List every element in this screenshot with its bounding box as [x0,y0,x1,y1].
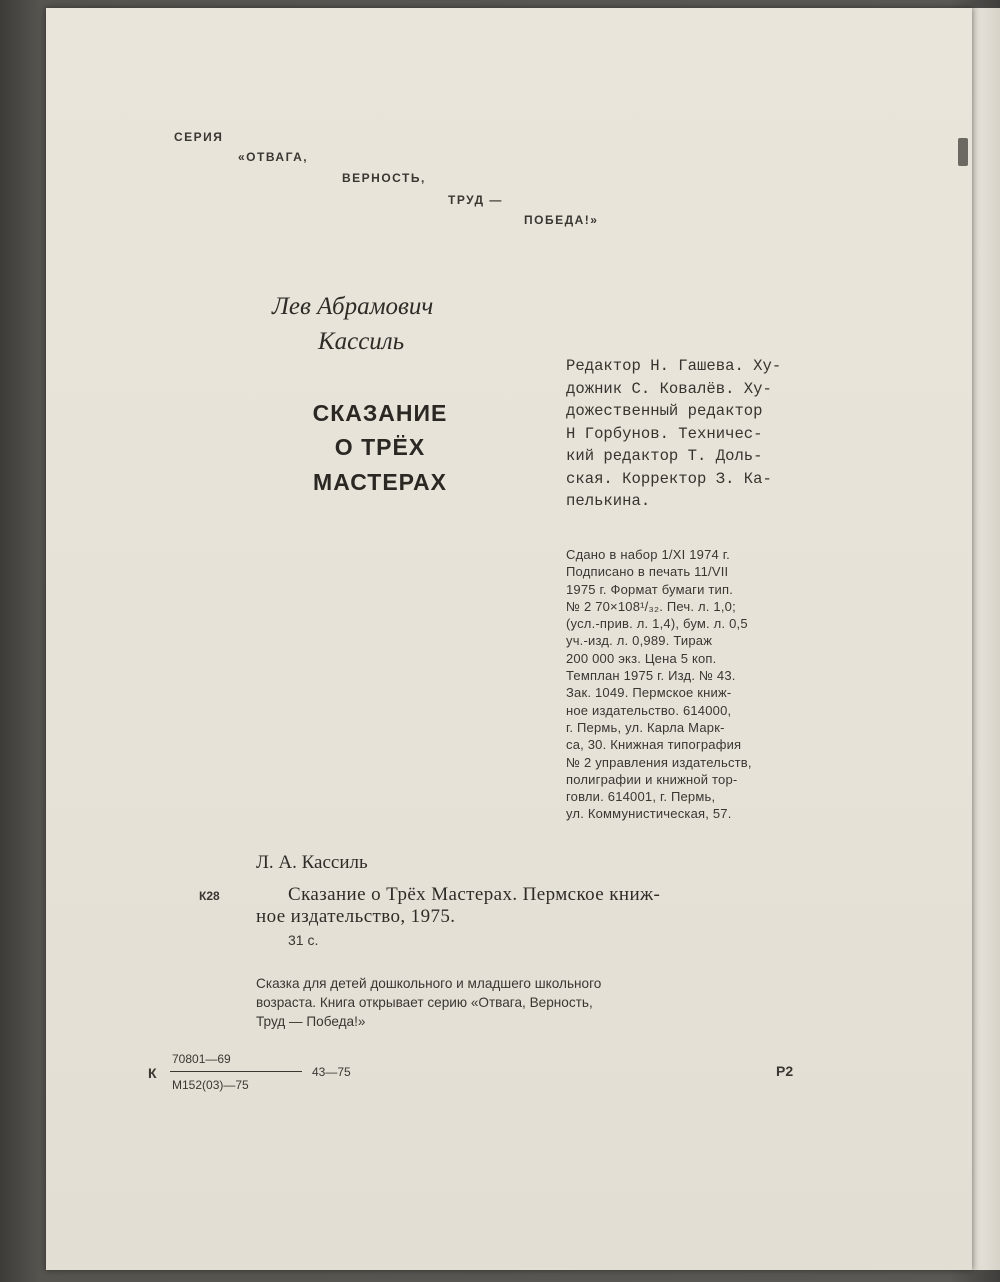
annotation-block [256,974,601,1031]
credits-block [566,355,781,513]
credits-line: ская. Корректор З. Ка- [566,469,772,488]
title-line: СКАЗАНИЕ [312,400,448,426]
credits-line: кий редактор Т. Доль- [566,447,763,465]
credits-line: пелькина. [566,492,651,510]
bib-line: ное издательство, 1975. [256,906,456,927]
imprint-line: ул. Коммунистическая, 57. [566,806,732,822]
imprint-line: полиграфии и книжной тор- [566,771,738,787]
imprint-line: № 2 70×108¹/₃₂. Печ. л. 1,0; [566,598,736,614]
author-name-last: Кассиль [318,328,405,355]
imprint-line: (усл.-прив. л. 1,4), бум. л. 0,5 [566,616,748,632]
imprint-line: № 2 управления издательств, [566,754,752,770]
imprint-line: ное издательство. 614000, [566,702,732,718]
imprint-block [566,546,752,823]
bib-index: К28 [199,889,220,903]
page-edge-mark [958,138,968,166]
credits-line: дожник С. Ковалёв. Ху- [566,379,772,398]
code-denominator: М152(03)—75 [172,1078,249,1092]
imprint-line: 200 000 экз. Цена 5 коп. [566,650,717,666]
code-category: Р2 [776,1063,794,1079]
series-line: ТРУД — [448,193,503,207]
imprint-line: 1975 г. Формат бумаги тип. [566,581,734,597]
bib-line: Сказание о Трёх Мастерах. Пермское книж- [288,884,661,905]
annotation-line: Труд — Победа!» [256,1014,366,1029]
annotation-line: возраста. Книга открывает серию «Отвага, Верность, [256,995,593,1010]
credits-line: Н Горбунов. Техничес- [566,424,763,443]
imprint-line: Зак. 1049. Пермское книж- [566,685,732,701]
imprint-line: Подписано в печать 11/VII [566,564,729,580]
imprint-line: Темплан 1975 г. Изд. № 43. [566,668,736,684]
series-label: СЕРИЯ [174,130,224,144]
code-suffix: 43—75 [312,1065,351,1079]
author-name-first: Лев Абрамович [272,293,434,320]
imprint-line: са, 30. Книжная типография [566,737,742,753]
series-line: «ОТВАГА, [238,150,309,164]
code-letter: К [148,1065,157,1081]
annotation-line: Сказка для детей дошкольного и младшего школьного [256,976,602,991]
title-line: О ТРЁХ [334,434,426,460]
imprint-line: Сдано в набор 1/XI 1974 г. [566,547,730,562]
series-line: ВЕРНОСТЬ, [342,171,426,185]
fraction-line [170,1071,302,1072]
bib-pages: 31 с. [288,932,319,948]
imprint-line: говли. 614001, г. Пермь, [566,789,716,805]
credits-line: Редактор Н. Гашева. Ху- [566,357,782,375]
imprint-line: уч.-изд. л. 0,989. Тираж [566,633,713,649]
title-line: МАСТЕРАХ [313,469,447,495]
book-spine-edge [968,8,1000,1270]
credits-line: дожественный редактор [566,402,763,420]
bib-author: Л. А. Кассиль [256,852,368,873]
series-line: ПОБЕДА!» [524,213,599,227]
imprint-line: г. Пермь, ул. Карла Марк- [566,719,725,735]
code-numerator: 70801—69 [172,1052,231,1066]
